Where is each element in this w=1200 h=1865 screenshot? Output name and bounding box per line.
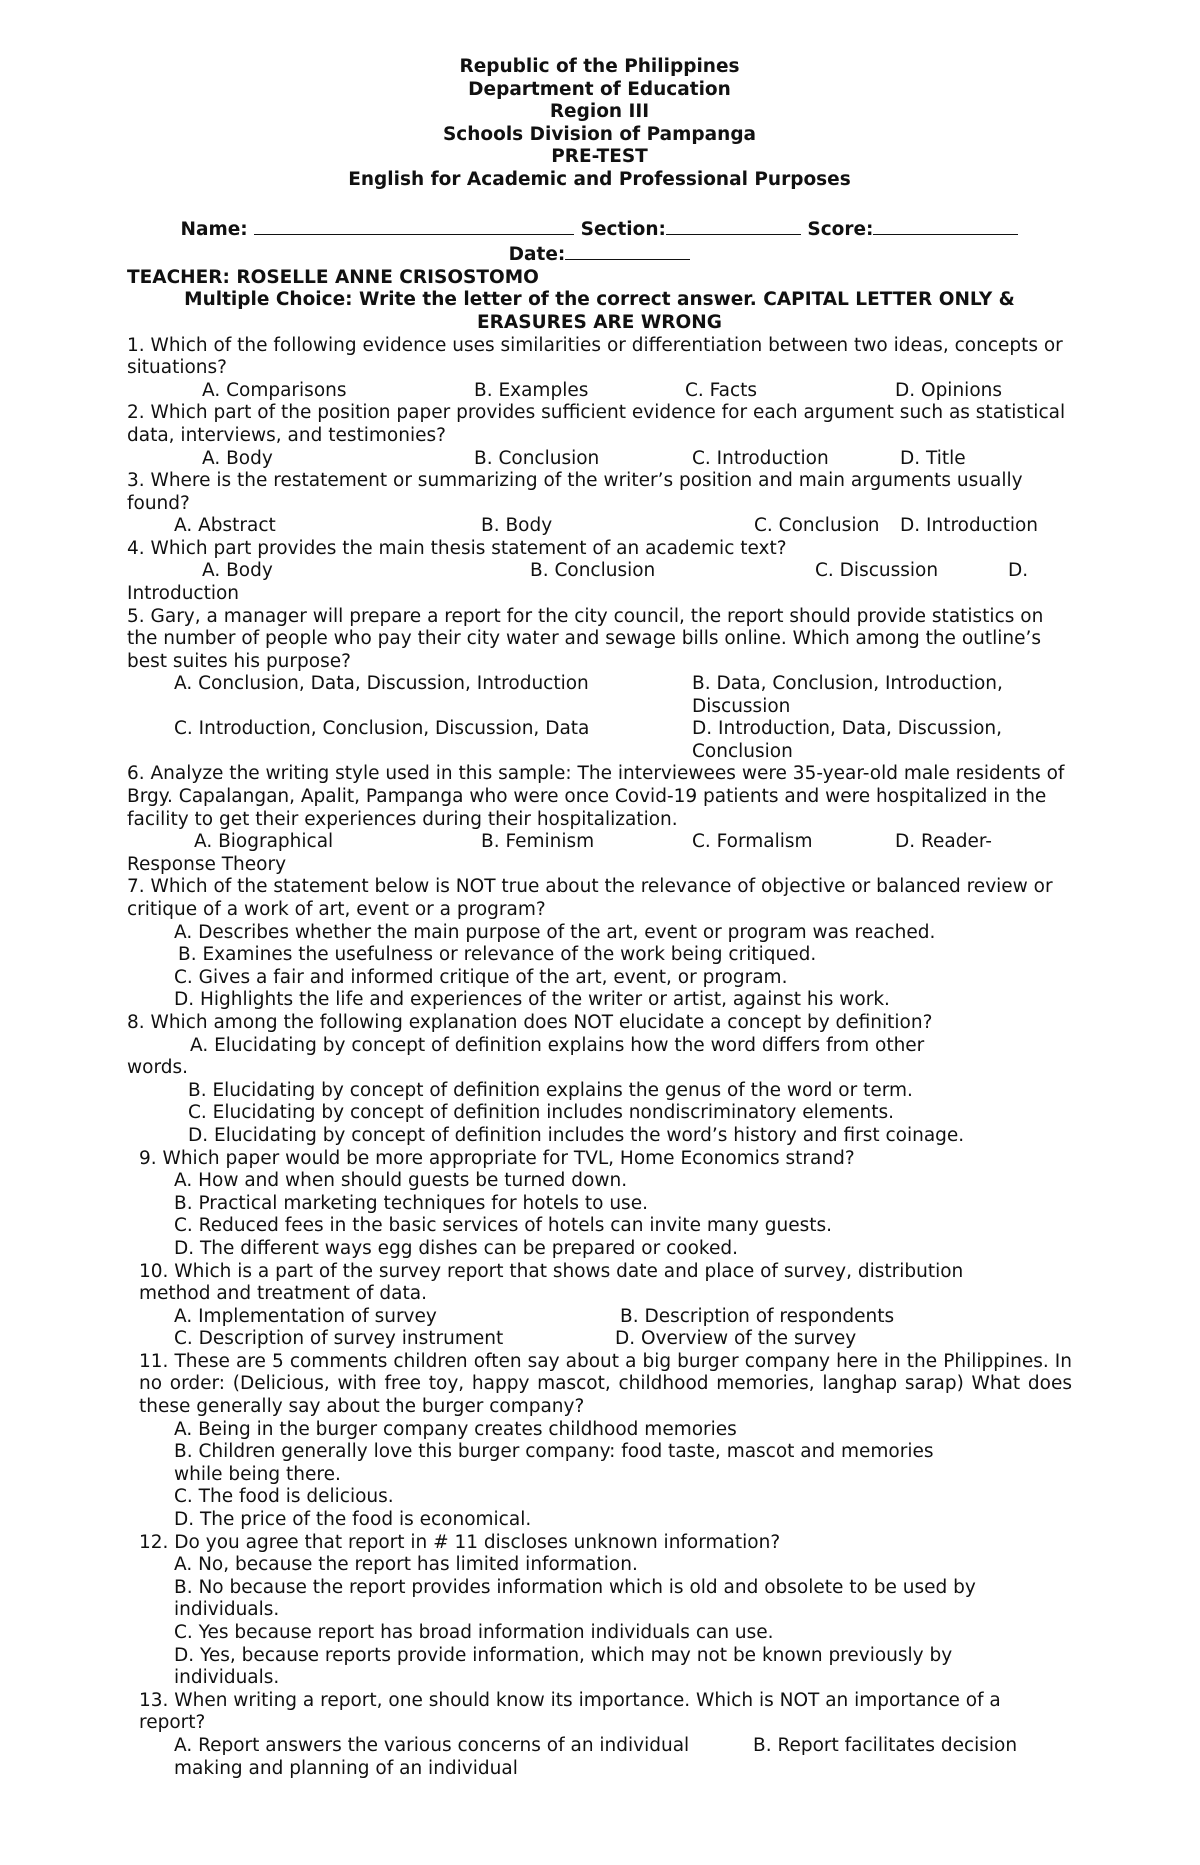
option-d: D. Introduction — [900, 515, 1039, 537]
option-c: C. Introduction, Conclusion, Discussion, Data — [174, 718, 590, 740]
question-11: 11. These are 5 comments children often say about a big burger company here in the Philippines. In no order: (Delicious, with free toy, happy mascot, childhood memories, langhap sarap) What does these generally say about the burger company? — [139, 1350, 1072, 1418]
question-2: 2. Which part of the position paper provides sufficient evidence for each argument such as statistical data, interviews, and testimonies? — [127, 402, 1066, 446]
question-3-options — [127, 515, 1072, 538]
option-d: D. The different ways egg dishes can be prepared or cooked. — [174, 1237, 738, 1259]
option-c: C. Elucidating by concept of definition includes nondiscriminatory elements. — [188, 1102, 895, 1124]
option-b: B. Feminism — [481, 831, 595, 853]
option-d: D. Highlights the life and experiences of the writer or artist, against his work. — [174, 989, 890, 1011]
header-test-type: PRE-TEST — [551, 146, 648, 168]
option-c: C. Gives a fair and informed critique of the art, event, or program. — [174, 966, 788, 988]
option-a: A. How and when should guests be turned down. — [174, 1170, 628, 1192]
question-1-options — [127, 380, 1072, 403]
option-d-continued: Response Theory — [127, 853, 287, 875]
option-a: A. Implementation of survey — [174, 1305, 437, 1327]
option-a: A. Abstract — [174, 515, 276, 537]
question-5: 5. Gary, a manager will prepare a report for the city council, the report should provide statistics on the number of people who pay their city water and sewage bills online. Which among the outline’s best suites his purpose? — [127, 605, 1044, 672]
header-region: Region III — [549, 101, 650, 123]
option-c: C. Introduction — [692, 447, 829, 469]
option-b: B. Examples — [474, 379, 589, 401]
question-13: 13. When writing a report, one should know its importance. Which is NOT an importance of a report? — [139, 1689, 1001, 1734]
option-c: C. Facts — [685, 379, 758, 401]
header-subject: English for Academic and Professional Purposes — [348, 168, 851, 190]
question-7: 7. Which of the statement below is NOT true about the relevance of objective or balanced review or critique of a work of art, event or a program? — [127, 876, 1053, 920]
score-label: Score: — [807, 218, 874, 240]
option-a: A. Body — [202, 447, 273, 469]
option-d: D. Opinions — [895, 379, 1002, 401]
option-b-first: B. Report facilitates decision — [753, 1734, 1018, 1756]
question-12: 12. Do you agree that report in # 11 discloses unknown information? — [139, 1531, 781, 1553]
date-line — [127, 241, 1072, 267]
section-label: Section: — [580, 218, 666, 240]
option-c: C. Description of survey instrument — [174, 1328, 504, 1350]
option-c: C. Discussion — [815, 560, 939, 582]
question-10: 10. Which is a part of the survey report that shows date and place of survey, distribution method and treatment of data. — [139, 1260, 964, 1305]
option-b: B. No because the report provides information which is old and obsolete to be used by individuals. — [174, 1576, 976, 1621]
option-a: A. Conclusion, Data, Discussion, Introduction — [174, 673, 589, 695]
option-b: B. Description of respondents — [620, 1305, 895, 1327]
option-c: C. Conclusion — [754, 515, 880, 537]
option-b: B. Conclusion — [530, 560, 656, 582]
option-c: C. Formalism — [692, 831, 813, 853]
option-d: D. Yes, because reports provide information, which may not be known previously by individuals. — [174, 1644, 953, 1689]
name-label: Name: — [180, 218, 248, 240]
question-1: 1. Which of the following evidence uses similarities or differentiation between two ideas, concepts or situations? — [127, 334, 1063, 379]
question-13-options-ab — [127, 1735, 1072, 1780]
date-label: Date: — [508, 244, 566, 266]
option-b: B. Conclusion — [474, 447, 600, 469]
option-a: A. Elucidating by concept of definition explains how the word differs from other words. — [127, 1034, 925, 1079]
option-d: D. — [1008, 560, 1029, 582]
option-c: C. Reduced fees in the basic services of hotels can invite many guests. — [174, 1215, 833, 1237]
option-a: A. Biographical — [194, 831, 334, 853]
option-a: A. Being in the burger company creates childhood memories — [174, 1418, 737, 1440]
name-field[interactable] — [254, 216, 574, 235]
option-b: B. Data, Conclusion, Introduction, Discussion — [692, 673, 1003, 718]
section-field[interactable] — [666, 216, 801, 235]
instructions: Multiple Choice: Write the letter of the correct answer. CAPITAL LETTER ONLY & ERASURES ARE WRONG — [184, 289, 1015, 333]
option-d: D. Introduction, Data, Discussion, Conclusion — [692, 718, 1002, 763]
option-b: B. Elucidating by concept of definition explains the genus of the word or term. — [188, 1079, 913, 1101]
date-field[interactable] — [565, 241, 690, 260]
option-b: B. Practical marketing techniques for hotels to use. — [174, 1192, 648, 1214]
option-a: A. Report answers the various concerns of an individual — [174, 1734, 690, 1756]
option-d: D. Overview of the survey — [615, 1328, 857, 1350]
question-5-options-cd — [127, 718, 1072, 763]
document-header — [127, 56, 1072, 192]
option-b: B. Children generally love this burger company: food taste, mascot and memories while being there. — [174, 1441, 934, 1485]
question-5-options-ab — [127, 673, 1072, 718]
document-page — [127, 56, 1072, 1780]
teacher-name: TEACHER: ROSELLE ANNE CRISOSTOMO — [127, 266, 539, 288]
option-b: B. Examines the usefulness or relevance of the work being critiqued. — [178, 944, 817, 966]
header-department: Department of Education — [468, 78, 731, 100]
option-c: C. The food is delicious. — [174, 1486, 394, 1508]
question-4: 4. Which part provides the main thesis statement of an academic text? — [127, 537, 787, 559]
question-10-options-ab — [127, 1306, 1072, 1329]
question-2-options — [127, 448, 1072, 471]
question-4-options — [127, 560, 1072, 583]
question-10-options-cd — [127, 1328, 1072, 1351]
option-d: D. Reader- — [895, 831, 992, 853]
header-republic: Republic of the Philippines — [459, 56, 740, 77]
question-9: 9. Which paper would be more appropriate for TVL, Home Economics strand? — [139, 1147, 855, 1169]
option-d: D. Title — [900, 447, 966, 469]
option-d: D. The price of the food is economical. — [174, 1509, 532, 1531]
question-3: 3. Where is the restatement or summarizing of the writer’s position and main arguments usually found? — [127, 470, 1023, 514]
option-d: D. Elucidating by concept of definition includes the word’s history and first coinage. — [188, 1124, 965, 1146]
option-a: A. Describes whether the main purpose of the art, event or program was reached. — [174, 921, 936, 943]
header-division: Schools Division of Pampanga — [442, 123, 757, 145]
option-c: C. Yes because report has broad information individuals can use. — [174, 1622, 774, 1643]
option-a: A. Comparisons — [202, 379, 347, 401]
option-a: A. No, because the report has limited information. — [174, 1554, 638, 1576]
option-a: A. Body — [202, 560, 273, 582]
question-8: 8. Which among the following explanation does NOT elucidate a concept by definition? — [127, 1011, 933, 1033]
option-b-continued: making and planning of an individual — [174, 1757, 518, 1779]
option-b: B. Body — [481, 515, 553, 537]
question-6-options — [127, 831, 1072, 854]
question-6: 6. Analyze the writing style used in this sample: The interviewees were 35-year-old male residents of Brgy. Capalangan, Apalit, Pampanga who were once Covid-19 patients and were hospitalized in the facility to get their experiences during their hospitalization. — [127, 763, 1065, 830]
student-info-line — [127, 216, 1072, 242]
score-field[interactable] — [873, 216, 1018, 235]
option-d-continued: Introduction — [127, 583, 240, 605]
